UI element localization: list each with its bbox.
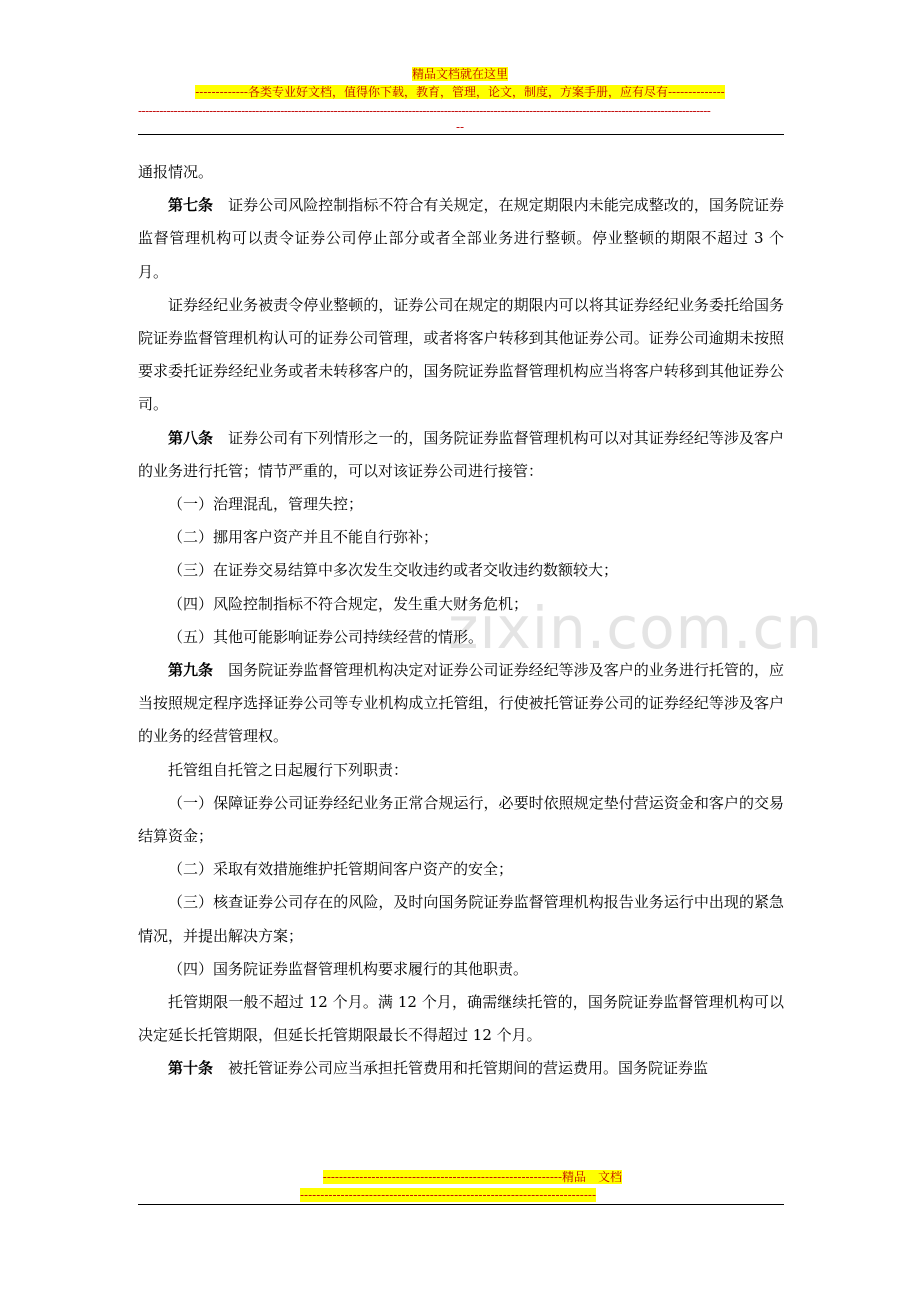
header-dash-line: ----------------------------------------------------------------------------------------------------------------------------------------------------------------- xyxy=(138,104,711,118)
paragraph xyxy=(138,521,784,554)
paragraph xyxy=(138,422,784,488)
paragraph-text: 国务院证券监督管理机构决定对证券公司证券经纪等涉及客户的业务进行托管的，应当按照规定程序选择证券公司等专业机构成立托管组，行使被托管证券公司的证券经纪等涉及客户的业务的经营管理权。 xyxy=(138,661,784,746)
article-number: 第七条 xyxy=(168,196,214,215)
paragraph xyxy=(138,289,784,422)
paragraph-text: （二）挪用客户资产并且不能自行弥补； xyxy=(168,528,439,547)
header-dash-tail: -- xyxy=(455,120,465,134)
document-body xyxy=(138,156,784,1086)
header-rule xyxy=(138,134,784,135)
paragraph-text: （一）治理混乱，管理失控； xyxy=(168,495,364,514)
paragraph xyxy=(138,654,784,754)
paragraph-text: （二）采取有效措施维护托管期间客户资产的安全； xyxy=(168,860,514,879)
header-title: 精品文档就在这里 xyxy=(411,67,508,81)
paragraph xyxy=(138,189,784,289)
paragraph-text: （四）风险控制指标不符合规定，发生重大财务危机； xyxy=(168,594,529,613)
paragraph-text: （三）核查证券公司存在的风险，及时向国务院证券监督管理机构报告业务运行中出现的紧急情况，并提出解决方案； xyxy=(138,893,784,945)
header-subtitle: -------------各类专业好文档，值得你下载，教育，管理，论文，制度，方案手册，应有尽有-------------- xyxy=(195,85,725,99)
paragraph-text: （五）其他可能影响证券公司持续经营的情形。 xyxy=(168,627,484,646)
footer-rule xyxy=(138,1204,784,1205)
paragraph xyxy=(138,156,784,189)
footer-line-1: -----------------------------------------------------------精品 文档 xyxy=(322,1170,622,1184)
paragraph xyxy=(138,953,784,986)
paragraph-text: 托管期限一般不超过 12 个月。满 12 个月，确需继续托管的，国务院证券监督管理机构可以决定延长托管期限，但延长托管期限最长不得超过 12 个月。 xyxy=(138,993,784,1045)
paragraph-text: （四）国务院证券监督管理机构要求履行的其他职责。 xyxy=(168,959,529,978)
paragraph-text: 证券公司风险控制指标不符合有关规定，在规定期限内未能完成整改的，国务院证券监督管理机构可以责令证券公司停止部分或者全部业务进行整顿。停业整顿的期限不超过 3 个月。 xyxy=(138,196,784,281)
paragraph-text: 证券公司有下列情形之一的，国务院证券监督管理机构可以对其证券经纪等涉及客户的业务进行托管；情节严重的，可以对该证券公司进行接管： xyxy=(138,428,784,480)
paragraph xyxy=(138,554,784,587)
paragraph xyxy=(138,488,784,521)
paragraph xyxy=(138,853,784,886)
paragraph-text: 托管组自托管之日起履行下列职责： xyxy=(168,760,409,779)
paragraph xyxy=(138,886,784,952)
paragraph-text: 通报情况。 xyxy=(138,163,214,181)
footer-line-2: ------------------------------------------------------------------------- xyxy=(300,1188,596,1202)
watermark: zixin.com.cn xyxy=(448,594,824,662)
article-number: 第九条 xyxy=(168,661,214,680)
paragraph xyxy=(138,787,784,853)
paragraph-text: 证券经纪业务被责令停业整顿的，证券公司在规定的期限内可以将其证券经纪业务委托给国务院证券监督管理机构认可的证券公司管理，或者将客户转移到其他证券公司。证券公司逾期未按照要求委托证券经纪业务或者未转移客户的，国务院证券监督管理机构应当将客户转移到其他证券公司。 xyxy=(138,295,784,414)
paragraph xyxy=(138,621,784,654)
paragraph-text: （一）保障证券公司证券经纪业务正常合规运行，必要时依照规定垫付营运资金和客户的交易结算资金； xyxy=(138,793,784,846)
article-number: 第八条 xyxy=(168,428,214,447)
paragraph xyxy=(138,1052,784,1085)
paragraph xyxy=(138,754,784,787)
paragraph xyxy=(138,588,784,621)
paragraph-text: 被托管证券公司应当承担托管费用和托管期间的营运费用。国务院证券监 xyxy=(228,1059,709,1078)
paragraph-text: （三）在证券交易结算中多次发生交收违约或者交收违约数额较大； xyxy=(168,561,619,580)
article-number: 第十条 xyxy=(168,1059,214,1078)
paragraph xyxy=(138,986,784,1052)
